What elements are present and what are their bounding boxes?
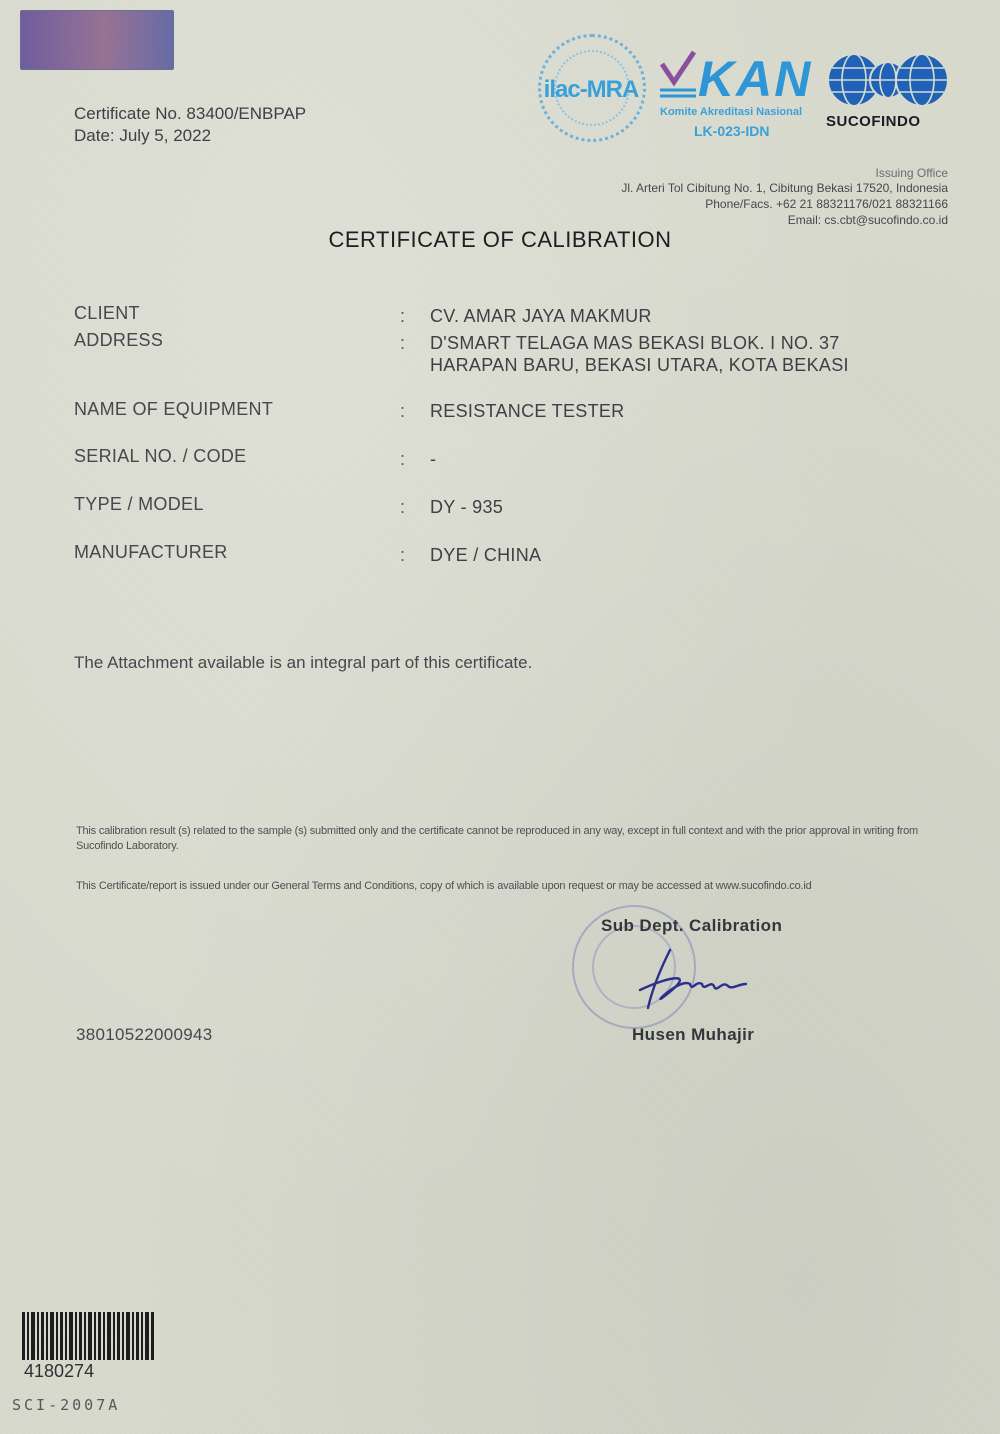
equipment-value: RESISTANCE TESTER xyxy=(430,401,625,421)
serial-label: SERIAL NO. / CODE xyxy=(74,446,247,466)
sucofindo-logo-text: SUCOFINDO xyxy=(826,113,921,130)
document-title: CERTIFICATE OF CALIBRATION xyxy=(328,227,672,252)
signer-name: Husen Muhajir xyxy=(632,1025,755,1044)
serial-value: - xyxy=(430,449,437,469)
certificate-date: Date: July 5, 2022 xyxy=(74,126,212,145)
serial-colon: : xyxy=(400,449,406,469)
issuing-office-email: Email: cs.cbt@sucofindo.co.id xyxy=(787,213,948,227)
kan-logo-text: KAN xyxy=(698,51,813,107)
kan-checkmark-icon xyxy=(658,50,698,100)
signature-department: Sub Dept. Calibration xyxy=(601,916,783,935)
form-code: SCI-2007A xyxy=(12,1396,121,1414)
barcode-icon xyxy=(22,1312,156,1360)
address-label: ADDRESS xyxy=(74,330,164,350)
client-colon: : xyxy=(400,306,406,326)
kan-accreditation-code: LK-023-IDN xyxy=(694,123,770,139)
fine-print-reproduction: This calibration result (s) related to the sample (s) submitted only and the certificate cannot be reproduced in any way, except in full context and with the prior approval in writing from Sucofindo Laboratory. xyxy=(76,825,919,852)
address-line-1: D'SMART TELAGA MAS BEKASI BLOK. I NO. 37 xyxy=(430,333,840,353)
kan-subtitle: Komite Akreditasi Nasional xyxy=(660,106,803,118)
attachment-note: The Attachment available is an integral part of this certificate. xyxy=(74,653,533,672)
handwritten-signature-icon xyxy=(600,940,770,1020)
issuing-office-label: Issuing Office xyxy=(875,166,948,180)
certificate-number: Certificate No. 83400/ENBPAP xyxy=(74,104,307,123)
type-label: TYPE / MODEL xyxy=(74,494,204,514)
type-colon: : xyxy=(400,497,406,517)
sucofindo-globes-icon xyxy=(826,52,950,108)
equipment-label: NAME OF EQUIPMENT xyxy=(74,399,274,419)
address-colon: : xyxy=(400,333,406,353)
barcode-number: 4180274 xyxy=(24,1361,95,1381)
ilac-mra-logo xyxy=(532,32,650,152)
address-line-2: HARAPAN BARU, BEKASI UTARA, KOTA BEKASI xyxy=(430,355,849,375)
ilac-logo-text: ilac-MRA xyxy=(543,76,639,103)
client-label: CLIENT xyxy=(74,303,140,323)
client-value: CV. AMAR JAYA MAKMUR xyxy=(430,306,652,326)
type-value: DY - 935 xyxy=(430,497,504,517)
issuing-office-address: Jl. Arteri Tol Cibitung No. 1, Cibitung Bekasi 17520, Indonesia xyxy=(621,181,948,195)
manufacturer-colon: : xyxy=(400,545,406,565)
fine-print-terms: This Certificate/report is issued under our General Terms and Conditions, copy of which is available upon request or may be accessed at www.sucofindo.co.id xyxy=(76,880,812,892)
issuing-office-phone: Phone/Facs. +62 21 88321176/021 88321166 xyxy=(705,197,948,211)
manufacturer-value: DYE / CHINA xyxy=(430,545,542,565)
security-seal-hologram xyxy=(20,10,174,70)
reference-number: 38010522000943 xyxy=(76,1025,213,1044)
manufacturer-label: MANUFACTURER xyxy=(74,542,228,562)
equipment-colon: : xyxy=(400,401,406,421)
